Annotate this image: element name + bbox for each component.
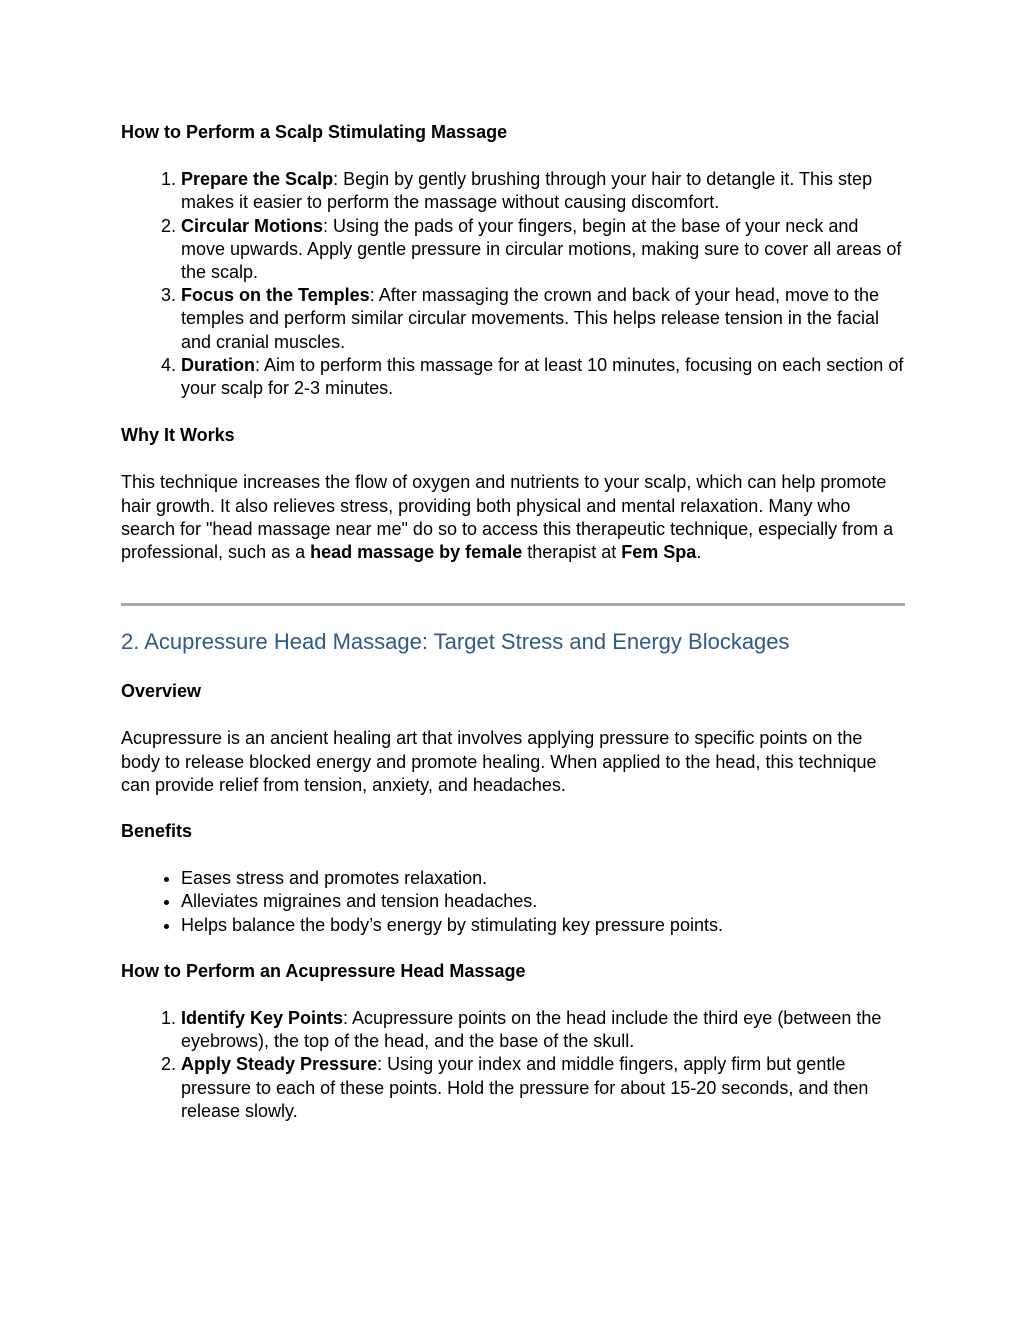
list-item: • Alleviates migraines and tension headaches. bbox=[181, 890, 905, 913]
step-title: Identify Key Points bbox=[181, 1008, 344, 1029]
step-text: : Using the pads of your fingers, begin at the base of your neck and move upwards. Apply gentle pressure in circular motions, making sure to cover all areas of the scalp. bbox=[181, 215, 902, 283]
overview-heading: Overview bbox=[121, 681, 202, 702]
why-it-works-heading: Why It Works bbox=[121, 425, 235, 446]
acupressure-howto-heading: How to Perform an Acupressure Head Massage bbox=[121, 960, 526, 981]
acupressure-section-title: 2. Acupressure Head Massage: Target Stress and Energy Blockages bbox=[121, 629, 790, 655]
paragraph-text: This technique increases the flow of oxygen and nutrients to your scalp, which can help promote hair growth. It also relieves stress, providing both physical and mental relaxation. Many who search for "head massage near me" do so to access this therapeutic technique, especially from a professional, such as a bbox=[121, 472, 894, 563]
step-text: : Using your index and middle fingers, apply firm but gentle pressure to each of these points. Hold the pressure for about 15-20 seconds, and then release slowly. bbox=[181, 1054, 869, 1121]
document-page bbox=[121, 121, 905, 1123]
list-item: • Eases stress and promotes relaxation. bbox=[181, 867, 905, 890]
list-item bbox=[181, 1007, 905, 1053]
overview-paragraph: Acupressure is an ancient healing art that involves applying pressure to specific points on the body to release blocked energy and promote healing. When applied to the head, this technique can provide relief from tension, anxiety, and headaches. bbox=[121, 728, 877, 795]
paragraph-text: . bbox=[696, 542, 702, 563]
bold-term: Fem Spa bbox=[621, 542, 697, 563]
list-item: • Helps balance the body’s energy by stimulating key pressure points. bbox=[181, 914, 905, 937]
why-it-works-paragraph bbox=[121, 471, 905, 564]
scalp-massage-steps bbox=[121, 168, 905, 400]
list-item bbox=[181, 168, 905, 214]
list-item bbox=[181, 215, 905, 285]
step-title: Focus on the Temples bbox=[181, 285, 370, 306]
scalp-massage-heading: How to Perform a Scalp Stimulating Massage bbox=[121, 122, 508, 142]
step-title: Duration bbox=[181, 354, 255, 375]
bold-term: head massage by female bbox=[310, 542, 523, 563]
paragraph-text: therapist at bbox=[522, 542, 622, 563]
step-text: : After massaging the crown and back of your head, move to the temples and perform similar circular movements. This helps release tension in the facial and cranial muscles. bbox=[181, 285, 879, 352]
list-item bbox=[181, 354, 905, 400]
step-text: : Begin by gently brushing through your hair to detangle it. This step makes it easier to perform the massage without causing discomfort. bbox=[181, 169, 873, 213]
benefits-list bbox=[121, 867, 905, 937]
step-title: Apply Steady Pressure bbox=[181, 1054, 378, 1075]
list-item bbox=[181, 284, 905, 354]
step-text: : Aim to perform this massage for at least 10 minutes, focusing on each section of your scalp for 2-3 minutes. bbox=[181, 354, 904, 399]
list-item bbox=[181, 1053, 905, 1123]
step-text: : Acupressure points on the head include the third eye (between the eyebrows), the top of the head, and the base of the skull. bbox=[181, 1008, 882, 1052]
benefits-heading: Benefits bbox=[121, 821, 193, 842]
step-title: Circular Motions bbox=[181, 215, 324, 236]
step-title: Prepare the Scalp bbox=[181, 169, 334, 190]
acupressure-steps bbox=[121, 1007, 905, 1123]
